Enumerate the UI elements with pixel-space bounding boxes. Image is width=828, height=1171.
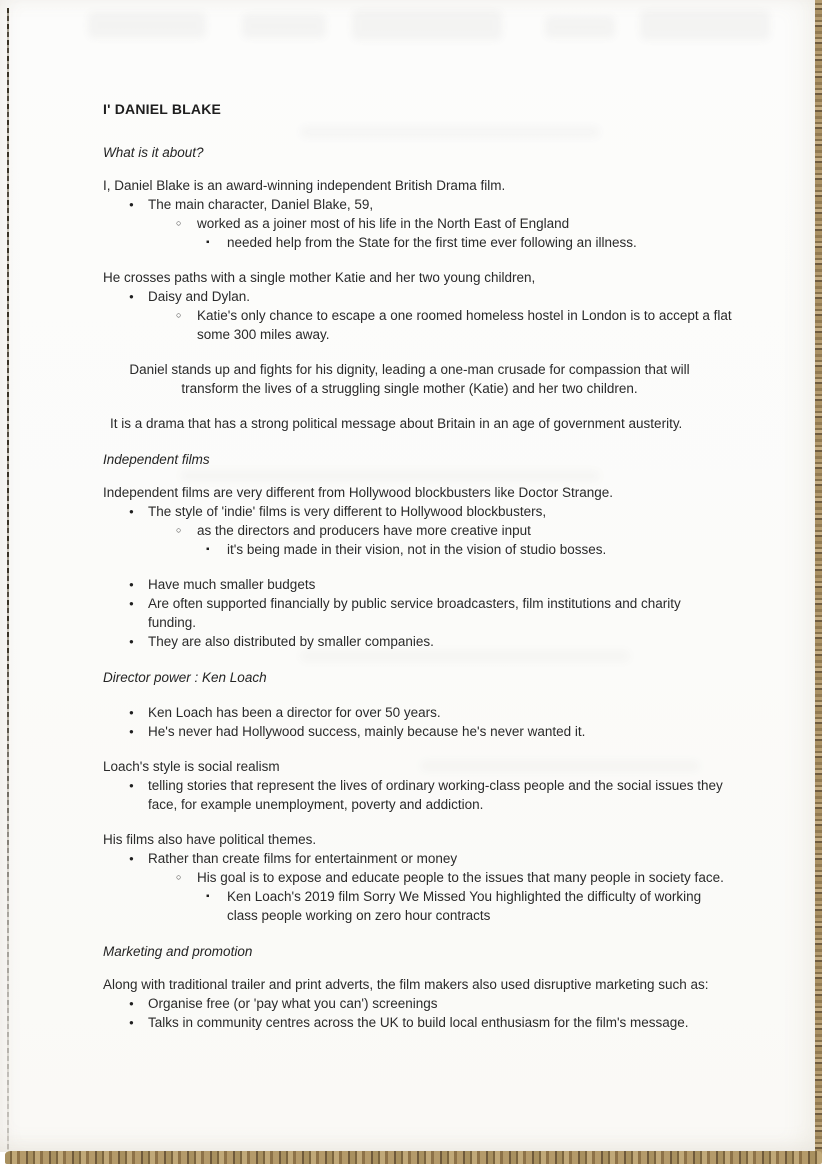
- paragraph: Loach's style is social realism: [103, 759, 280, 774]
- bullet-item: [103, 1013, 732, 1032]
- book-edge-right: [815, 0, 822, 1158]
- bullet-text: Organise free (or 'pay what you can') screenings: [148, 996, 438, 1011]
- bullet-disc-icon: ●: [129, 599, 134, 608]
- bullet-circle-icon: ○: [176, 871, 182, 882]
- sub-sub-bullet-item: [103, 887, 732, 925]
- bullet-circle-icon: ○: [176, 217, 182, 228]
- bullet-disc-icon: ●: [129, 999, 134, 1008]
- sub-bullet-item: [103, 214, 732, 233]
- bullet-disc-icon: ●: [129, 1018, 134, 1027]
- bullet-text: needed help from the State for the first time ever following an illness.: [227, 235, 637, 250]
- paragraph: His films also have political themes.: [103, 832, 317, 847]
- bullet-square-icon: ▪: [206, 543, 210, 555]
- bullet-item: [103, 594, 732, 632]
- scan-edge-left: [7, 8, 9, 1150]
- sub-bullet-item: [103, 521, 732, 540]
- bullet-text: worked as a joiner most of his life in the North East of England: [197, 216, 570, 231]
- bullet-text: His goal is to expose and educate people to the issues that many people in society face.: [197, 870, 724, 885]
- bullet-disc-icon: ●: [129, 580, 134, 589]
- bullet-square-icon: ▪: [206, 236, 210, 248]
- bullet-text: telling stories that represent the lives of ordinary working-class people and the social issues they face, for example unemployment, poverty and addiction.: [148, 778, 723, 812]
- sub-sub-bullet-item: [103, 233, 732, 252]
- bullet-text: Talks in community centres across the UK to build local enthusiasm for the film's message.: [148, 1015, 689, 1030]
- bullet-text: Katie's only chance to escape a one roomed homeless hostel in London is to accept a flat some 300 miles away.: [197, 308, 732, 342]
- section-heading: What is it about?: [103, 145, 204, 160]
- bullet-text: Daisy and Dylan.: [148, 289, 251, 304]
- bullet-disc-icon: ●: [129, 727, 134, 736]
- bullet-item: [103, 502, 732, 521]
- bullet-text: The main character, Daniel Blake, 59,: [148, 197, 374, 212]
- bullet-text: The style of 'indie' films is very different to Hollywood blockbusters,: [148, 504, 547, 519]
- bullet-disc-icon: ●: [129, 854, 134, 863]
- bullet-circle-icon: ○: [176, 309, 182, 320]
- paragraph: Daniel stands up and fights for his dignity, leading a one-man crusade for compassion that will transform the lives of a struggling single mother (Katie) and her two children.: [129, 362, 690, 396]
- bullet-text: He's never had Hollywood success, mainly because he's never wanted it.: [148, 724, 586, 739]
- bullet-disc-icon: ●: [129, 292, 134, 301]
- bullet-text: as the directors and producers have more creative input: [197, 523, 531, 538]
- paragraph: I, Daniel Blake is an award-winning independent British Drama film.: [103, 178, 506, 193]
- sub-bullet-item: [103, 306, 732, 344]
- bullet-square-icon: ▪: [206, 890, 210, 902]
- section-heading: Independent films: [103, 452, 210, 467]
- bullet-disc-icon: ●: [129, 507, 134, 516]
- bullet-disc-icon: ●: [129, 637, 134, 646]
- paragraph: It is a drama that has a strong political message about Britain in an age of government austerity.: [110, 416, 683, 431]
- bullet-circle-icon: ○: [176, 524, 182, 535]
- bullet-text: it's being made in their vision, not in the vision of studio bosses.: [227, 542, 607, 557]
- section-heading: Director power : Ken Loach: [103, 670, 267, 685]
- bullet-text: Have much smaller budgets: [148, 577, 316, 592]
- paragraph: Along with traditional trailer and print adverts, the film makers also used disruptive marketing such as:: [103, 977, 709, 992]
- sub-sub-bullet-item: [103, 540, 732, 559]
- bullet-item: [103, 575, 732, 594]
- bullet-text: Are often supported financially by public service broadcasters, film institutions and charity funding.: [148, 596, 681, 630]
- bullet-disc-icon: ●: [129, 708, 134, 717]
- section-heading: Marketing and promotion: [103, 944, 253, 959]
- bullet-item: [103, 849, 732, 868]
- bullet-item: [103, 195, 732, 214]
- bullet-text: They are also distributed by smaller companies.: [148, 634, 434, 649]
- bullet-disc-icon: ●: [129, 200, 134, 209]
- book-edge-bottom: [5, 1151, 822, 1164]
- doc-title: I' DANIEL BLAKE: [103, 101, 222, 117]
- paragraph: He crosses paths with a single mother Katie and her two young children,: [103, 270, 536, 285]
- bullet-item: [103, 632, 732, 651]
- bullet-item: [103, 287, 732, 306]
- bullet-text: Ken Loach has been a director for over 50 years.: [148, 705, 441, 720]
- bullet-text: Rather than create films for entertainment or money: [148, 851, 458, 866]
- sub-bullet-item: [103, 868, 732, 887]
- bullet-item: [103, 703, 732, 722]
- bullet-disc-icon: ●: [129, 781, 134, 790]
- bullet-item: [103, 776, 732, 814]
- paragraph: Independent films are very different from Hollywood blockbusters like Doctor Strange.: [103, 485, 613, 500]
- bullet-item: [103, 722, 732, 741]
- bullet-item: [103, 994, 732, 1013]
- bullet-text: Ken Loach's 2019 film Sorry We Missed You highlighted the difficulty of working class people working on zero hour contracts: [227, 889, 702, 923]
